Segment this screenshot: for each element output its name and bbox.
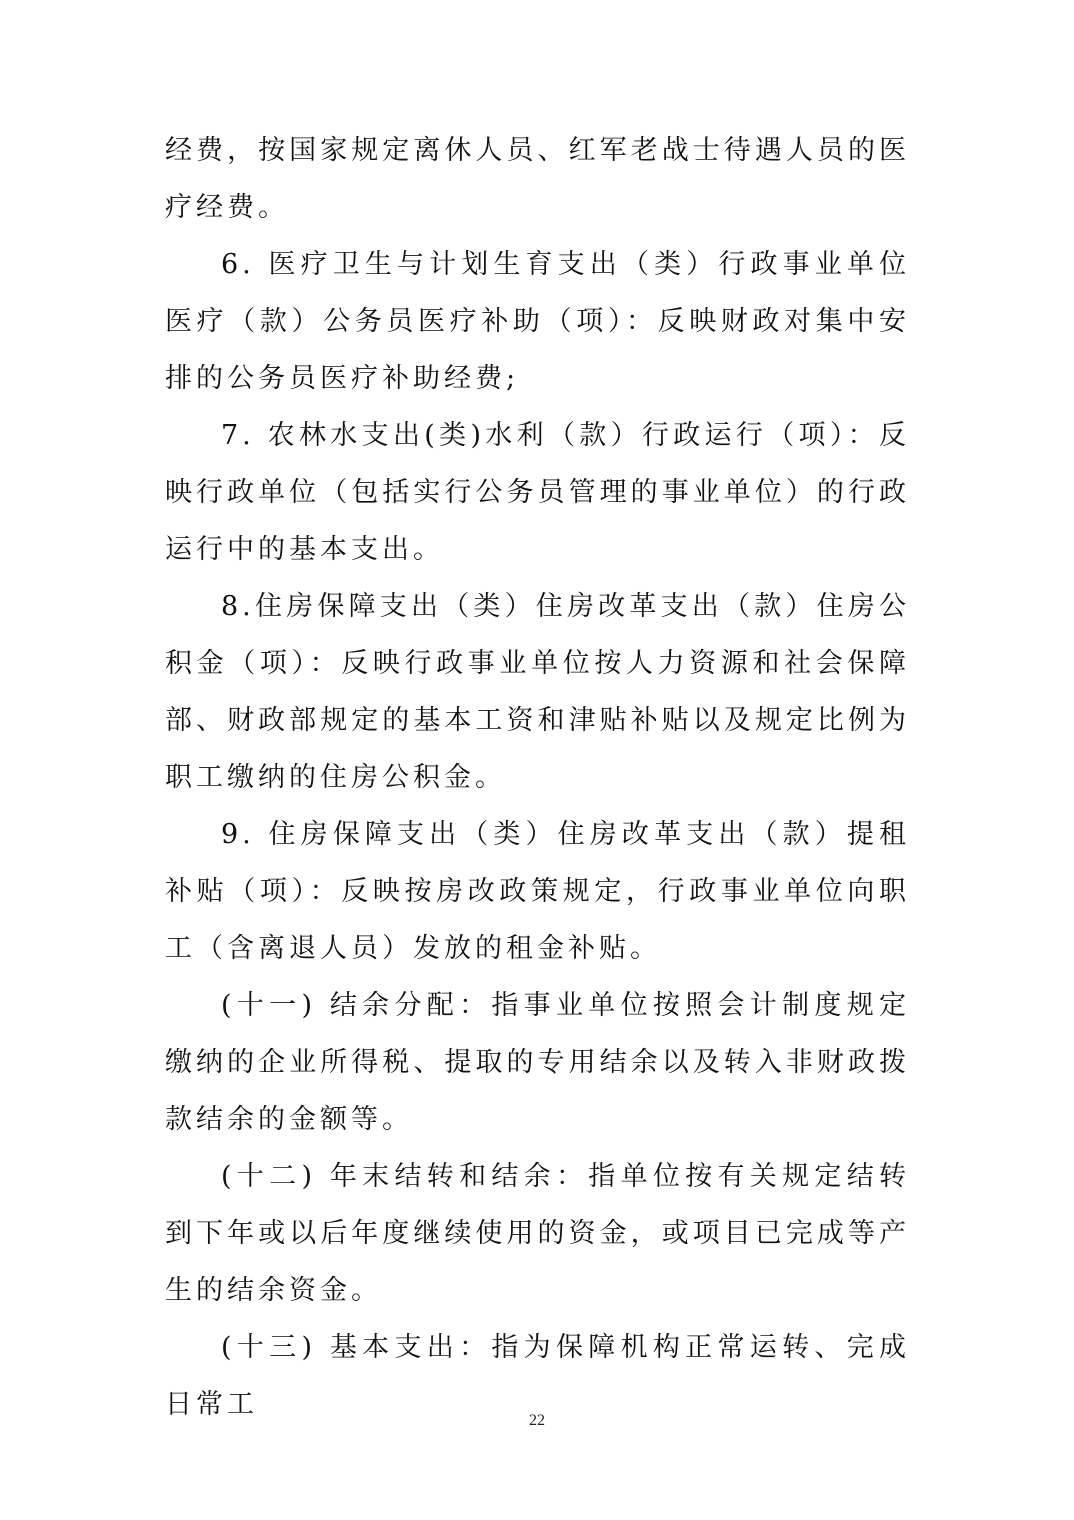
paragraph-medical-funding-continuation: 经费，按国家规定离休人员、红军老战士待遇人员的医疗经费。 bbox=[165, 135, 910, 223]
paragraph-section-13-basic-expenditure: (十三) 基本支出：指为保障机构正常运转、完成日常工 bbox=[165, 1332, 910, 1420]
paragraph-section-12-year-end-carryover: (十二) 年末结转和结余：指单位按有关规定结转到下年或以后年度继续使用的资金，或项目已完成等产生的结余资金。 bbox=[165, 1161, 910, 1306]
paragraph-item-6-civil-servant-medical-subsidy: 6. 医疗卫生与计划生育支出（类）行政事业单位医疗（款）公务员医疗补助（项）：反映财政对集中安排的公务员医疗补助经费; bbox=[165, 249, 910, 394]
paragraph-item-8-housing-provident-fund: 8.住房保障支出（类）住房改革支出（款）住房公积金（项）：反映行政事业单位按人力资源和社会保障部、财政部规定的基本工资和津贴补贴以及规定比例为职工缴纳的住房公积金。 bbox=[165, 591, 910, 793]
paragraph-section-11-surplus-distribution: (十一) 结余分配：指事业单位按照会计制度规定缴纳的企业所得税、提取的专用结余以及转入非财政拨款结余的金额等。 bbox=[165, 990, 910, 1135]
paragraph-item-7-water-conservancy-administration: 7. 农林水支出(类)水利（款）行政运行（项）：反映行政单位（包括实行公务员管理的事业单位）的行政运行中的基本支出。 bbox=[165, 420, 910, 565]
page-number: 22 bbox=[529, 1412, 545, 1429]
paragraph-item-9-rent-subsidy: 9. 住房保障支出（类）住房改革支出（款）提租补贴（项）：反映按房改政策规定，行政事业单位向职工（含离退人员）发放的租金补贴。 bbox=[165, 819, 910, 964]
document-body bbox=[165, 122, 910, 1433]
